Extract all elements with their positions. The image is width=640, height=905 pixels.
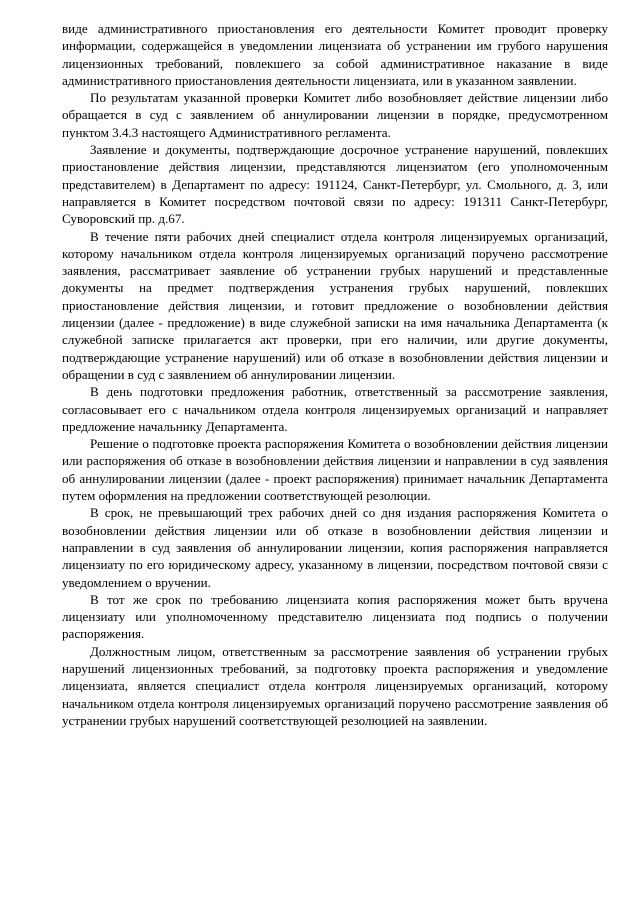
- paragraph-responsible-official: Должностным лицом, ответственным за рассмотрение заявления об устранении грубых нарушений лицензионных требований, за подготовку проекта распоряжения и уведомление лицензиата, является специалист отдела контроля лицензируемых организаций, которому начальником отдела контроля лицензируемых организаций поручено рассмотрение заявления об устранении грубых нарушений соответствующей резолюцией на заявлении.: [62, 643, 608, 728]
- paragraph-application-submission: Заявление и документы, подтверждающие досрочное устранение нарушений, повлекших приостановление действия лицензии, представляются лицензиатом (его уполномоченным представителем) в Департамент по адресу: 191124, Санкт-Петербург, ул. Смольного, д. 3, или направляется в Комитет посредством почтовой связи по адресу: 191311 Санкт-Петербург, Суворовский пр. д.67.: [62, 142, 608, 227]
- paragraph-review-period: В течение пяти рабочих дней специалист отдела контроля лицензируемых организаций, которому начальником отдела контроля лицензируемых организаций поручено рассмотрение заявления, рассматривает заявление об устранении грубых нарушений и представленные документы на предмет подтверждения устранения грубых нарушений, повлекших приостановление действия лицензии, и готовит предложение о возобновлении действия лицензии (далее - предложение) в виде служебной записки на имя начальника Департамента (к служебной записке прилагается акт проверки, при его наличии, или другие документы, подтверждающие устранение нарушений) или об отказе в возобновлении действия лицензии и обращении в суд с заявлением об аннулировании лицензии.: [62, 228, 608, 382]
- paragraph-draft-order-decision: Решение о подготовке проекта распоряжения Комитета о возобновлении действия лицензии или распоряжения об отказе в возобновлении действия лицензии и направлении в суд заявления об аннулировании лицензии (далее - проект распоряжения) принимает начальник Департамента путем оформления на предложении соответствующей резолюции.: [62, 436, 608, 504]
- paragraph-inspection-result: По результатам указанной проверки Комитет либо возобновляет действие лицензии либо обращается в суд с заявлением об аннулировании лицензии в порядке, предусмотренном пунктом 3.4.3 настоящего Административного регламента.: [62, 90, 608, 140]
- paragraph-continuation: виде административного приостановления его деятельности Комитет проводит проверку информации, содержащейся в уведомлении лицензиата об устранении им грубого нарушения лицензионных требований, повлекшего за собой административное наказание в виде административного приостановления деятельности лицензиата, или в указанном заявлении.: [62, 21, 608, 88]
- paragraph-copy-delivery: В срок, не превышающий трех рабочих дней со дня издания распоряжения Комитета о возобновлении действия лицензии или об отказе в возобновлении действия лицензии и направлении в суд заявления об аннулировании лицензии, копия распоряжения направляется лицензиату по его юридическому адресу, указанному в лицензии, посредством почтовой связи с уведомлением о вручении.: [62, 505, 608, 590]
- paragraph-hand-delivery: В тот же срок по требованию лицензиата копия распоряжения может быть вручена лицензиату или уполномоченному представителю лицензиата под подпись о получении распоряжения.: [62, 591, 608, 642]
- paragraph-proposal-approval: В день подготовки предложения работник, ответственный за рассмотрение заявления, согласовывает его с начальником отдела контроля лицензируемых организаций и направляет предложение начальнику Департамента.: [62, 384, 608, 434]
- document-page: [62, 20, 608, 729]
